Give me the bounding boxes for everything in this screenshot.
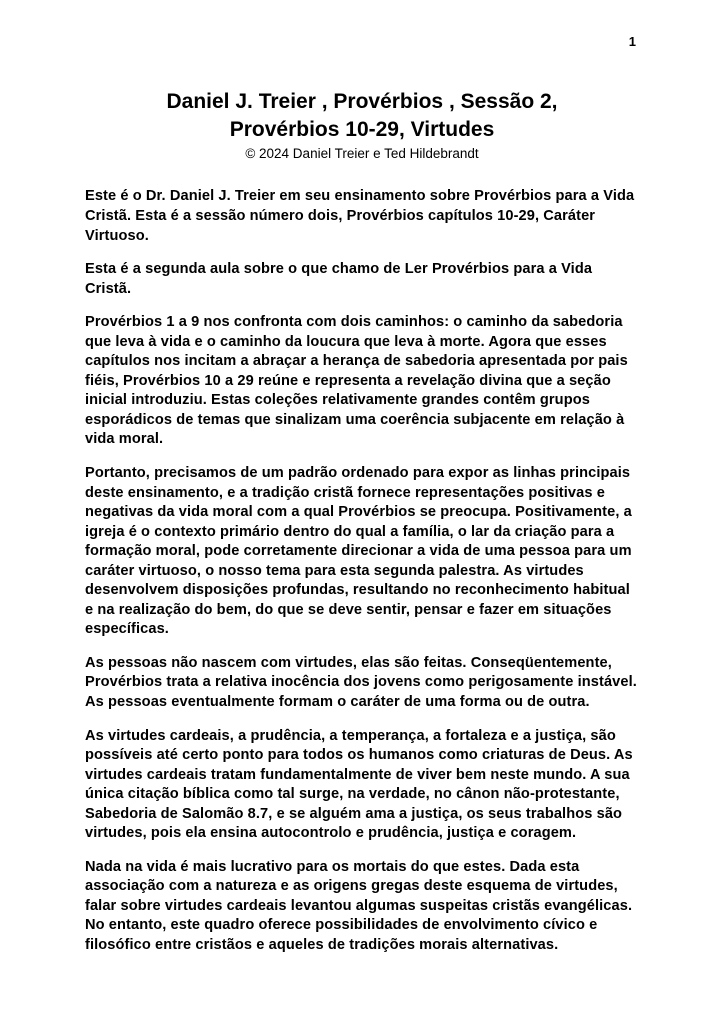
- paragraph: Provérbios 1 a 9 nos confronta com dois caminhos: o caminho da sabedoria que leva à vida e o caminho da loucura que leva à morte. Agora que esses capítulos nos incitam a abraçar a herança de sabedoria apresentada por pais fiéis, Provérbios 10 a 29 reúne e representa a revelação divina que a seção inicial introduziu. Estas coleções relativamente grandes contêm grupos esporádicos de temas que sinalizam uma coerência subjacente em relação à vida moral.: [85, 314, 628, 448]
- page-title: [0, 88, 724, 143]
- page-number: 1: [628, 34, 636, 49]
- title-line-2: Provérbios 10-29, Virtudes: [229, 117, 495, 141]
- paragraph: As virtudes cardeais, a prudência, a temperança, a fortaleza e a justiça, são possíveis até certo ponto para todos os humanos como criaturas de Deus. As virtudes cardeais tratam fundamentalmente de viver bem neste mundo. A sua única citação bíblica como tal surge, na verdade, no cânon não-protestante, Sabedoria de Salomão 8.7, e se alguém ama a justiça, os seus trabalhos são virtudes, pois ela ensina autocontrolo e prudência, justiça e coragem.: [85, 727, 633, 842]
- paragraph: Este é o Dr. Daniel J. Treier em seu ensinamento sobre Provérbios para a Vida Cristã. Esta é a sessão número dois, Provérbios capítulos 10-29, Caráter Virtuoso.: [85, 188, 635, 244]
- paragraph: Portanto, precisamos de um padrão ordenado para expor as linhas principais deste ensinamento, e a tradição cristã fornece representações positivas e negativas da vida moral com a qual Provérbios se preocupa. Positivamente, a igreja é o contexto primário dentro do qual a família, o lar da criação para a formação moral, pode corretamente direcionar a vida de uma pessoa para um caráter virtuoso, o nosso tema para esta segunda palestra. As virtudes desenvolvem disposições profundas, resultando no reconhecimento habitual e na realização do bem, do que se deve sentir, pensar e fazer em situações específicas.: [85, 465, 632, 638]
- copyright-line: © 2024 Daniel Treier e Ted Hildebrandt: [245, 146, 479, 162]
- paragraph: Nada na vida é mais lucrativo para os mortais do que estes. Dada esta associação com a natureza e as origens gregas deste esquema de virtudes, falar sobre virtudes cardeais levantou algumas suspeitas cristãs evangélicas. No entanto, este quadro oferece possibilidades de envolvimento cívico e filosófico entre cristãos e aqueles de tradições morais alternativas.: [85, 858, 633, 954]
- paragraph: Esta é a segunda aula sobre o que chamo de Ler Provérbios para a Vida Cristã.: [85, 261, 593, 297]
- title-line-1: Daniel J. Treier , Provérbios , Sessão 2,: [166, 90, 558, 113]
- document-header: [0, 0, 724, 161]
- paragraph: As pessoas não nascem com virtudes, elas são feitas. Conseqüentemente, Provérbios trata a relativa inocência dos jovens como perigosamente instável. As pessoas eventualmente formam o caráter de uma forma ou de outra.: [85, 654, 637, 711]
- body-paragraphs: [85, 187, 640, 955]
